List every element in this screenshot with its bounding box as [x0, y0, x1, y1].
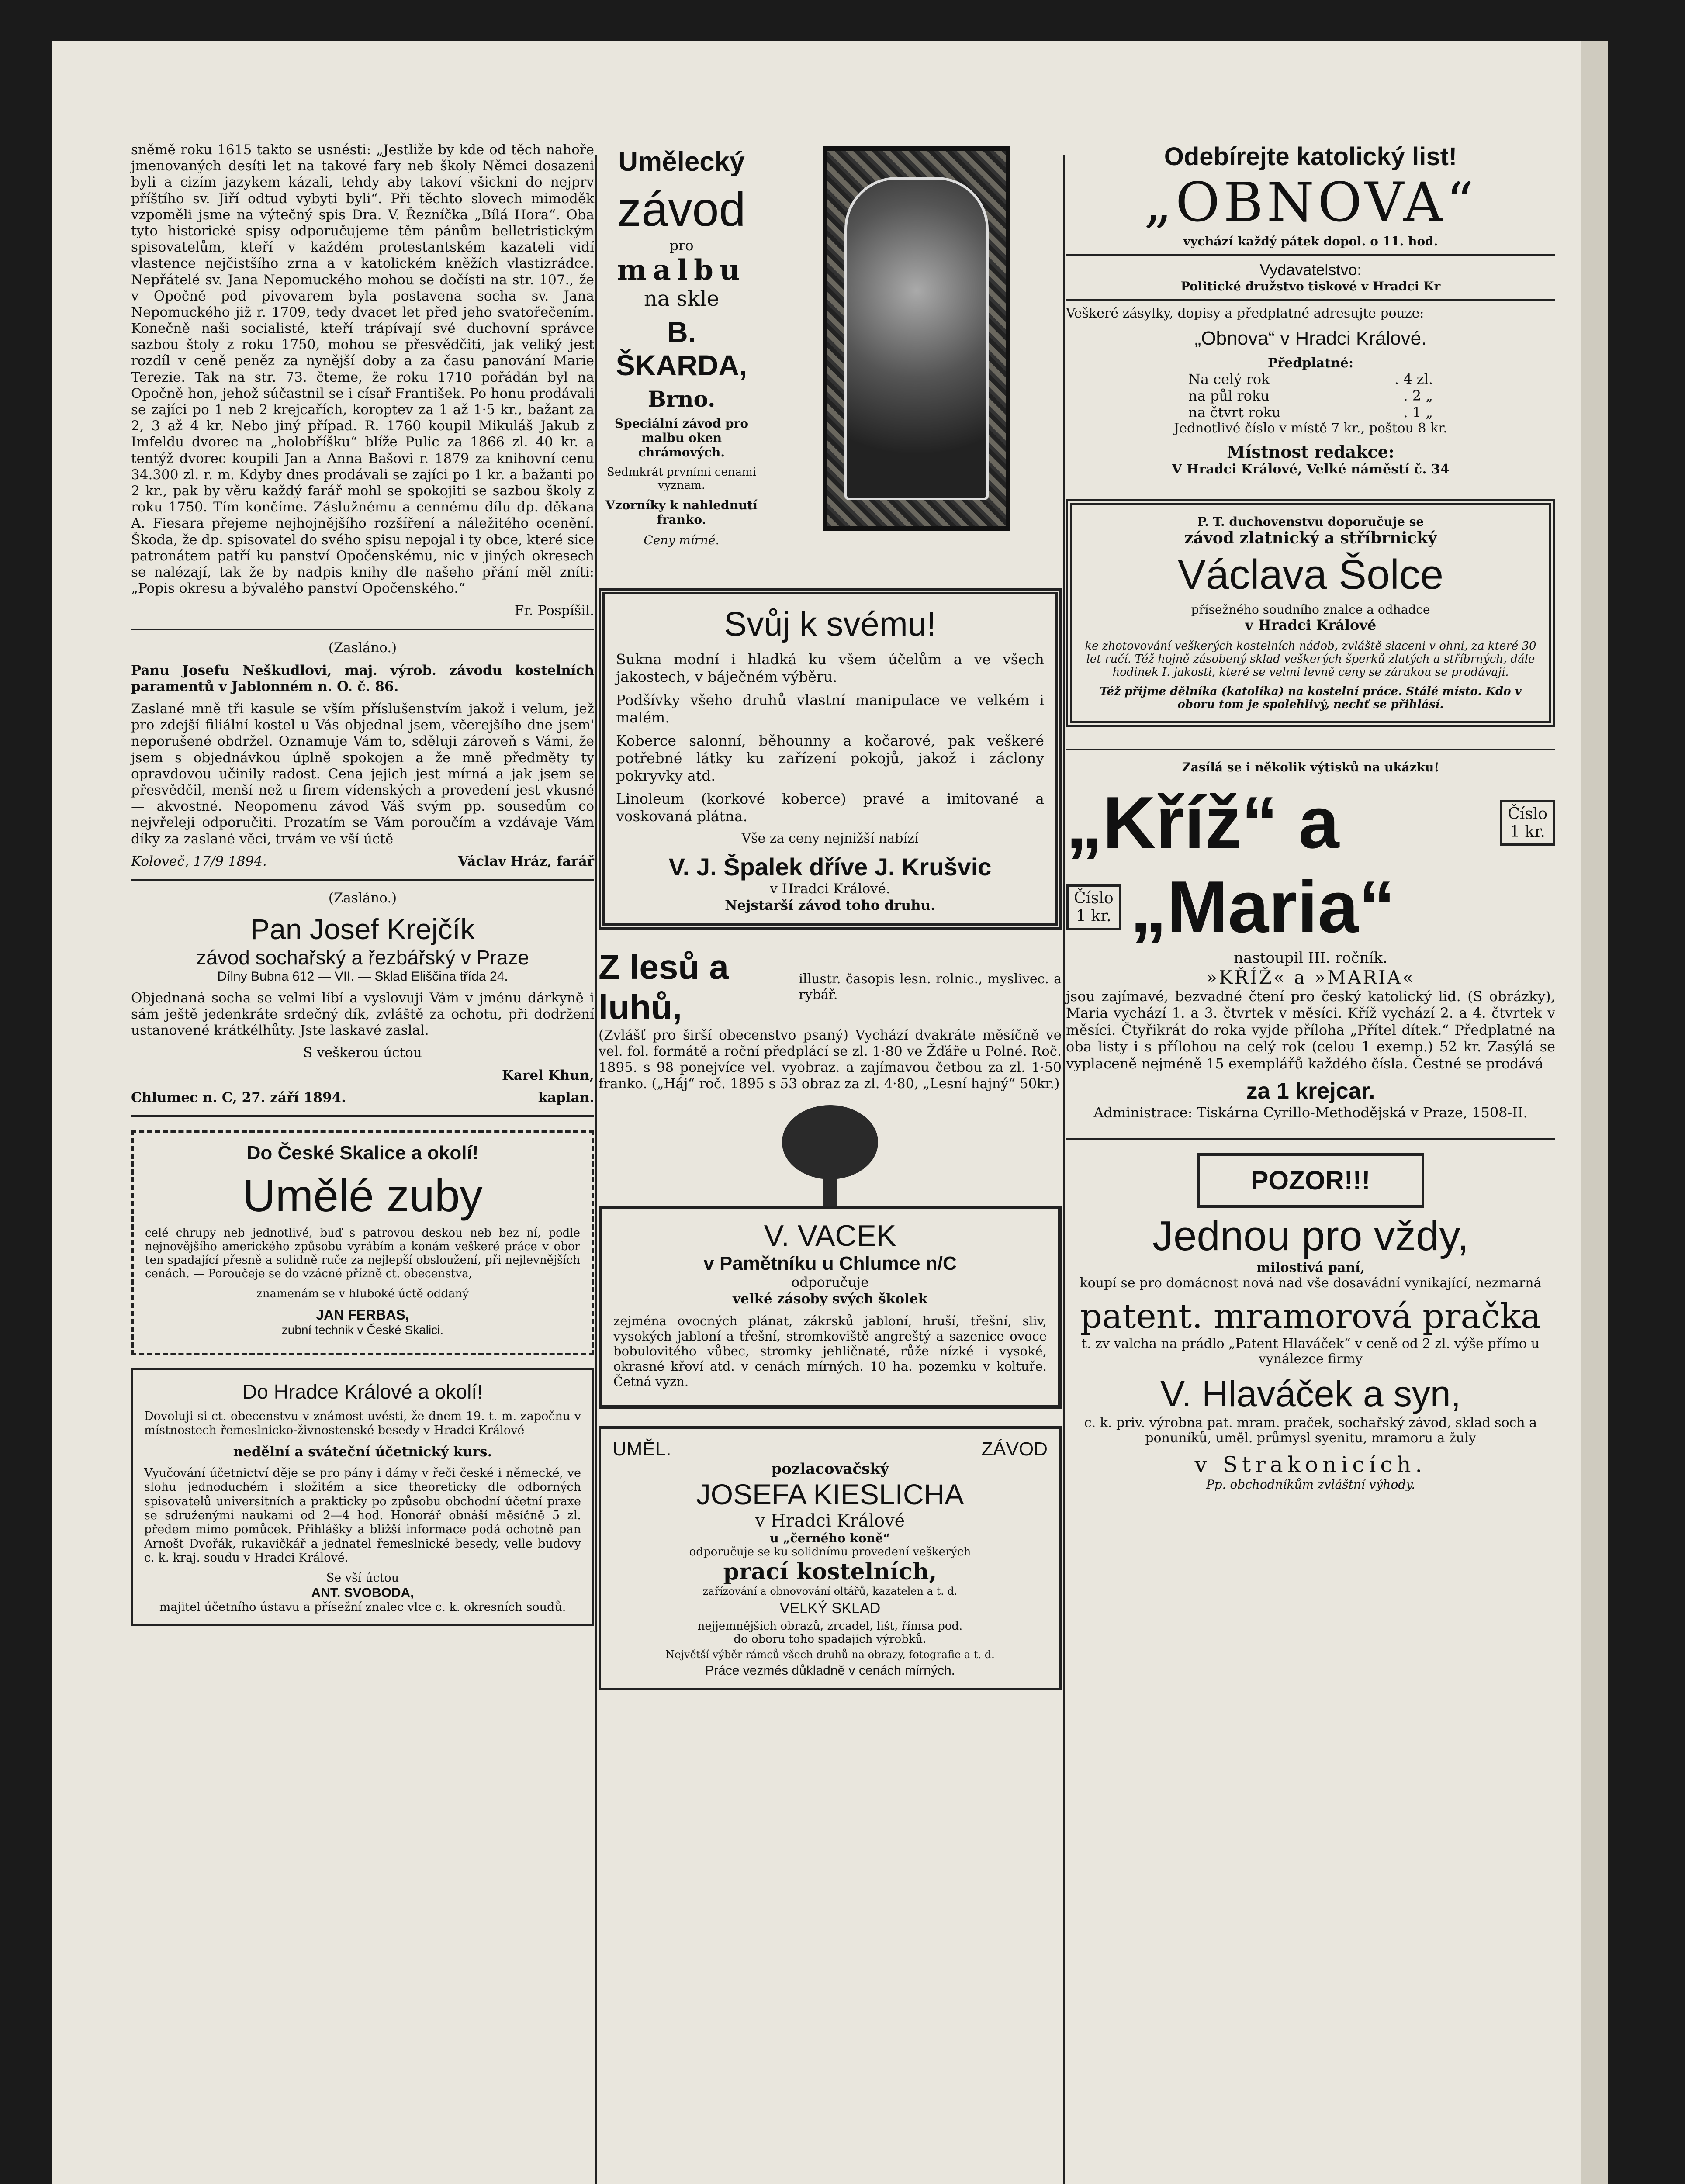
obnova-note: Veškeré zásylky, dopisy a předplatné adresujte pouze:: [1066, 306, 1424, 321]
skarda-line-4: malbu: [617, 254, 746, 287]
maria-price-value: 1 kr.: [1076, 907, 1111, 925]
skarda-ad: [599, 142, 1062, 553]
krejcik-trade: závod sochařský a řezbářský v Praze: [196, 946, 529, 969]
divider: [1066, 1138, 1555, 1140]
column-2: [599, 142, 1062, 1690]
lesu-body: (Zvlášť pro širší obecenstvo psaný) Vychází dvakráte měsíčně ve vel. fol. formátě a roční předplácí se zl. 1·80 ve Žďáře u Polné. Roč. 1895. s 98 ponejvíce vel. vyobraz. a zajímavou četbou za zl. 1·50 franko. („Háj“ roč. 1895 s 53 obraz za zl. 4·80, „Lesní hajný“ 50kr.): [599, 1027, 1062, 1092]
hradec-ad: [131, 1368, 594, 1626]
lesu-title: Z lesů a luhů,: [599, 947, 729, 1026]
kieslich-ad: [599, 1426, 1062, 1690]
skalice-name: JAN FERBAS,: [316, 1306, 409, 1323]
skarda-line-9: Sedmkrát prvními cenami vyznam.: [606, 466, 757, 492]
skarda-line-8: Speciální závod pro malbu oken chrámových.: [614, 416, 749, 460]
hlavacek-body-2: t. zv valcha na prádlo „Patent Hlaváček“ v ceně od 2 zl. výše přímo u vynálezce firmy: [1082, 1336, 1540, 1367]
solc-subtitle: přísežného soudního znalce a odhadce: [1191, 602, 1430, 617]
lesu-ad: [599, 947, 1062, 1092]
solc-ad: [1066, 499, 1555, 727]
divider: [1066, 254, 1555, 256]
krejcik-greeting: S veškerou úctou: [303, 1045, 422, 1061]
krejcik-role: kaplan.: [538, 1089, 594, 1106]
kriz-title-2: „Maria“: [1130, 866, 1395, 948]
svuj-ad: [599, 588, 1062, 930]
skarda-line-10: Vzorníky k nahlednutí franko.: [605, 498, 758, 527]
krejcik-address: Dílny Bubna 612 — VII. — Sklad Eliščina třída 24.: [217, 969, 508, 984]
stained-glass-illustration: [823, 146, 1010, 531]
lesu-subtitle: illustr. časopis lesn. rolnic., myslivec. a rybář.: [799, 971, 1062, 1002]
svuj-body-4: Linoleum (korkové koberce) pravé a imitované a voskovaná plátna.: [616, 790, 1044, 825]
obnova-address: „Obnova“ v Hradci Králové.: [1194, 328, 1427, 349]
obnova-publisher: Politické družstvo tiskové v Hradci Kr: [1180, 279, 1441, 294]
kriz-body: jsou zajímavé, bezvadné čtení pro český katolický lid. (S obrázky), Maria vychází 1. a 3. čtvrtek v měsíci. Kříž vychází 2. a 4. čtvrtek v měsíci. Čtyřikrát do roka vyjde příloha „Přítel dítek.“ Předplatné na oba listy i s přílohou na celý rok (celou 1 exemp.) 52 kr. Zasýlá se vyplaceně nejméně 15 exemplářů každého čísla. Čestné se prodává: [1066, 988, 1555, 1072]
skalice-headline: Umělé zuby: [242, 1170, 483, 1221]
kieslich-line-7: odporučuje se ku solidnímu provedení veškerých: [689, 1545, 971, 1559]
newspaper-page: [52, 41, 1608, 2184]
hradec-name: ANT. SVOBODA,: [311, 1585, 414, 1600]
kriz-year: nastoupil III. ročník.: [1234, 949, 1387, 967]
skarda-line-7: Brno.: [647, 386, 716, 412]
krejcik-body: Objednaná socha se velmi líbí a vyslovuji Vám v jménu dárkyně i sám ještě jedenkráte srdečný dík, zvláště za ochotu, při dodržení ustanovené krátkélhůty. Jste laskavé zaslal.: [131, 990, 594, 1039]
kieslich-line-14: Práce vezmés důkladně v cenách mírných.: [705, 1663, 955, 1678]
solc-city: v Hradci Králové: [1245, 617, 1377, 633]
hlavacek-firm: V. Hlaváček a syn,: [1160, 1373, 1461, 1414]
kieslich-line-10: VELKÝ SKLAD: [779, 1600, 881, 1617]
price-row: [1188, 387, 1433, 404]
svuj-title: Svůj k svému!: [724, 605, 936, 643]
kieslich-line-8: prací kostelních,: [723, 1558, 937, 1585]
hradec-body: Vyučování účetnictví děje se pro pány i dámy v řeči české i německé, ve slohu jednoduchém i složitém a sice theoreticky dle odborných spisovatelů universitních a prakticky po způsobu obchodní účetní praxe se sdruženými naukami od 2—4 hod. Honorář obnáší měsíčně 5 zl. předem mimo pomůcek. Přihlášky a bližší informace podá ochotně pan Arnošt Dvořák, rukavičkář a jednatel řemeslnické besedy, velle budovy c. k. kraj. soudu v Hradci Králové.: [144, 1466, 581, 1565]
pozor-label: POZOR!!!: [1251, 1165, 1370, 1195]
article-author: Fr. Pospíšil.: [514, 603, 594, 619]
skalice-role: zubní technik v České Skalici.: [281, 1323, 444, 1337]
krejcik-signature: Karel Khun,: [502, 1067, 594, 1083]
price-row: [1188, 404, 1433, 421]
vacek-ad: [599, 1206, 1062, 1408]
column-3: [1066, 142, 1555, 1498]
hradec-course: nedělní a sváteční účetnický kurs.: [233, 1444, 492, 1460]
lesu-heading-row: [599, 947, 1062, 1027]
solc-note: Též přijme dělníka (katolíka) na kostelní práce. Stálé místo. Kdo v oboru tom je spolehlivý, nechť se přihlásí.: [1100, 685, 1522, 711]
obnova-title: „OBNOVA“: [1144, 171, 1477, 234]
svuj-city: v Hradci Králové.: [770, 881, 890, 897]
svuj-body-1: Sukna modní i hladká ku všem účelům a ve všech jakostech, v báječném výběru.: [616, 651, 1044, 685]
letter-place: Koloveč, 17/9 1894.: [131, 853, 267, 869]
skalice-greeting: znamenám se v hluboké úctě oddaný: [256, 1287, 469, 1300]
skarda-line-1: Umělecký: [618, 147, 745, 177]
svuj-firm: V. J. Špalek dříve J. Krušvic: [668, 853, 992, 881]
hradec-greeting: Se vší úctou: [326, 1571, 399, 1585]
vacek-recommends: odporučuje: [791, 1275, 869, 1291]
article-text: sněmě roku 1615 takto se usnésti: „Jestliže by kde od těch nahoře jmenovaných desíti let na takové fary neb školy Němci dosazeni byli a cizím jazykem kázali, tehdy aby takoví všickni do nejprv příštího sv. Jiří odtud vybyti byli“. Při těchto slovech mimoděk vzpoměli jsme na výtečný spis Dra. V. Řezníčka „Bílá Hora“. Oba tyto historické spisy odporučujeme těm pánům belletristickým spisovatelům, kteří v každém protestantském kazateli vidí vlastence nejčistšího zrna a v katolickém kněžích vlastizrádce. Nepřátelé sv. Jana Nepomuckého mohou se dočísti na str. 107., že v Opočně pod pivovarem byla postavena socha sv. Jana Nepomuckého již r. 1709, tedy dvacet let před jeho svatořečením. Konečně naši socialisté, kteří trápívají své duchovní správce sazbou štoly z roku 1750, mohou se přesvědčiti, jak veliký jest rozdíl v ceně peněz za nynější doby a za času panování Marie Terezie. Tak na str. 73. čteme, že roku 1710 pořádán byl na Opočně hon, jehož súčastnil se i císař František. Po honu prodávali se zajíci po 1 neb 2 krejcařích, koroptev za 1 až 1·5 kr., bažant za 2, 3 až 4 kr. Nebo jiný případ. R. 1760 koupil Mikuláš Jakub z Imfeldu dvorec na „holobříšku“ blíže Pulic za 1866 zl. 40 kr. a tentýž dvorec koupili Jan a Anna Bašovi r. 1879 za knihovní cenu 34.300 zl. r. m. Kdyby dnes prodávali se zajíci po 1 kr. a bažanti po 2 kr., pak by věru každý farář mohl se spokojiti se sazbou školy z roku 1750. Tím končíme. Záslužnému a cennému dílu dp. děkana A. Fiesara přejeme nejhojnějšího rozšíření a náležitého ocenění. Škoda, že dp. spisovatel do svého spisu nepojal i ty obce, které sice patronátem patří ku panství Opočenskému, nic v jiných okresech se nalézají, tak že by nadpis knihy dle našeho přání měl zníti: „Popis okresu a bývalého panství Opočenského.“: [131, 142, 594, 597]
vacek-name: V. VACEK: [764, 1219, 896, 1253]
obnova-call: Odebírejte katolický list!: [1164, 142, 1457, 171]
letter-signature: Václav Hráz, farář: [458, 853, 594, 869]
solc-name: Václava Šolce: [1177, 551, 1444, 598]
hlavacek-title: Jednou pro vždy,: [1152, 1212, 1469, 1259]
krejcik-place-row: [131, 1090, 594, 1106]
divider: [131, 629, 594, 630]
kieslich-line-13: Největší výběr rámců všech druhů na obrazy, fotografie a t. d.: [665, 1648, 995, 1661]
divider: [1066, 749, 1555, 750]
krejcik-name: Pan Josef Krejčík: [250, 912, 475, 945]
column-rule-2: [1063, 155, 1065, 2184]
kieslich-line-2: ZÁVOD: [981, 1438, 1048, 1460]
svuj-body-5: Vše za ceny nejnižší nabízí: [741, 831, 919, 847]
price-value: . 1 „: [1403, 404, 1433, 421]
price-value: . 2 „: [1403, 387, 1433, 404]
hlavacek-city: v Strakonicích.: [1194, 1451, 1427, 1477]
hlavacek-headline: patent. mramorová pračka: [1080, 1296, 1541, 1336]
hlavacek-footer: Pp. obchodníkům zvláštní výhody.: [1206, 1477, 1415, 1492]
kriz-names: »KŘÍŽ« a »MARIA«: [1206, 967, 1415, 988]
obnova-single-price: Jednotlivé číslo v místě 7 kr., poštou 8 kr.: [1174, 421, 1447, 436]
solc-headline: závod zlatnický a stříbrnický: [1184, 529, 1437, 547]
letter-heading: Panu Josefu Neškudlovi, maj. výrob. závodu kostelních paramentů v Jablonném n. O. č. 86.: [131, 662, 594, 695]
kriz-note: Zasílá se i několik výtisků na ukázku!: [1182, 760, 1439, 774]
solc-recommend: P. T. duchovenstvu doporučuje se: [1197, 515, 1424, 529]
obnova-editorial-address: V Hradci Králové, Velké náměstí č. 34: [1172, 462, 1450, 477]
kriz-price-value: 1 kr.: [1510, 822, 1546, 841]
obnova-price-table: [1188, 371, 1433, 421]
skalice-title: Do České Skalice a okolí!: [246, 1142, 479, 1164]
vacek-body: zejména ovocných plánat, zákrsků jabloní, hruší, třešní, sliv, vysokých jabloní a třešní, stromkoviště angreštý a sazenice ovoce bobulovitého vůbec, stromky jehličnaté, růže nízké i vysoké, okrasné křoví atd. v cenách mírných. 10 ha. pozemku v koltuře. Četná vyzn.: [613, 1313, 1047, 1389]
column-1: [131, 142, 594, 1626]
skarda-text: [599, 142, 765, 553]
scan-edge-shadow: [1581, 41, 1608, 2184]
kriz-title-1: „Kříž“ a: [1066, 781, 1339, 864]
price-period: Na celý rok: [1188, 371, 1270, 387]
kriz-title-row: [1066, 781, 1555, 865]
zaslano-label: (Zasláno.): [328, 890, 397, 906]
kieslich-line-9: zařízování a obnovování oltářů, kazatelen a t. d.: [702, 1585, 958, 1597]
hradec-role: majitel účetního ústavu a přísežní znalec vlce c. k. okresních soudů.: [159, 1600, 566, 1614]
skarda-line-5: na skle: [644, 287, 720, 311]
price-period: na půl roku: [1188, 387, 1270, 404]
vacek-tree-icon: [765, 1105, 896, 1206]
hlavacek-ladies: milostivá paní,: [1256, 1260, 1365, 1275]
vacek-place: v Pamětníku u Chlumce n/C: [703, 1253, 957, 1275]
column-rule-1: [595, 155, 597, 2184]
letter-body: Zaslané mně tři kasule se vším příslušenstvím jakož i velum, jež pro zdejší filiální kostel u Vás objednal jsem, včerejšího dne jsem' neporušené obdržel. Oznamuje Vám to, sděluji zároveň s Vámi, že jsem s objednávkou úplně spokojen a že mně předměty ty opravdovou učinily radost. Cena jejich jest mírná a jak jsem se přesvědčil, menší než u firem vídenských a provedení jest vkusné — akvostné. Neopomenu závod Váš svým pp. sousedům co nejvřeleji odporučiti. Prozatím se Vám poroučím a vzdávaje Vám díky za zaslané věci, trvám ve vší úctě: [131, 701, 594, 847]
kriz-krejcar: za 1 krejcar.: [1246, 1078, 1375, 1104]
kieslich-line-11: nejjemnějších obrazů, zrcadel, lišt, římsa pod.: [697, 1619, 963, 1633]
vacek-headline: velké zásoby svých školek: [732, 1291, 928, 1307]
hradec-intro: Dovoluji si ct. obecenstvu v známost uvésti, že dnem 19. t. m. započnu v místnostech řemeslnicko-živnostenské besedy v Hradci Králové: [144, 1409, 581, 1438]
maria-price-box: [1066, 884, 1121, 930]
kieslich-line-6: u „černého koně“: [770, 1531, 890, 1545]
kieslich-line-3: pozlacovačský: [771, 1460, 889, 1478]
obnova-publisher-label: Vydavatelstvo:: [1259, 261, 1362, 279]
price-period: na čtvrt roku: [1188, 404, 1281, 421]
obnova-editorial-label: Místnost redakce:: [1227, 442, 1394, 462]
hlavacek-body-1: koupí se pro domácnost nová nad vše dosavádní vynikající, nezmarná: [1080, 1275, 1542, 1291]
kieslich-line-1: UMĚL.: [612, 1438, 671, 1460]
kieslich-line-12: do oboru toho spadajích výrobků.: [734, 1632, 927, 1646]
kieslich-line-4: JOSEFA KIESLICHA: [696, 1478, 964, 1510]
skarda-line-11: Ceny mírné.: [644, 533, 720, 547]
kieslich-line-5: v Hradci Králové: [755, 1510, 905, 1531]
skarda-line-3: pro: [669, 237, 694, 254]
obnova-subscription-label: Předplatné:: [1267, 356, 1354, 371]
svuj-tagline: Nejstarší závod toho druhu.: [725, 897, 935, 913]
skarda-line-6: B. ŠKARDA,: [616, 316, 747, 381]
maria-title-row: [1066, 865, 1555, 949]
hradec-title: Do Hradce Králové a okolí!: [242, 1380, 483, 1403]
krejcik-place: Chlumec n. C, 27. září 1894.: [131, 1089, 346, 1106]
kriz-administration: Administrace: Tiskárna Cyrillo-Methodějská v Praze, 1508-II.: [1093, 1104, 1528, 1121]
kriz-price-box: [1500, 800, 1555, 846]
zaslano-label: (Zasláno.): [328, 640, 397, 656]
hlavacek-body-3: c. k. priv. výrobna pat. mram. praček, sochařský závod, sklad soch a ponuníků, uměl. průmysl syenitu, mramoru a žuly: [1084, 1415, 1537, 1446]
kriz-price-label: Číslo: [1508, 805, 1547, 823]
svuj-body-2: Podšívky všeho druhů vlastní manipulace ve velkém i malém.: [616, 691, 1044, 726]
skarda-line-2: závod: [617, 183, 746, 236]
skalice-ad: [131, 1130, 594, 1355]
maria-price-label: Číslo: [1074, 889, 1114, 907]
divider: [1066, 299, 1555, 301]
price-row: [1188, 371, 1433, 387]
letter-signature-row: [131, 854, 594, 869]
kieslich-header-row: [612, 1438, 1048, 1460]
svuj-body-3: Koberce salonní, běhounny a kočarové, pak veškeré potřebné látky ku zařízení pokojů, jakož i záclony pokryvky atd.: [616, 732, 1044, 784]
skalice-body: celé chrupy neb jednotlivé, buď s patrovou deskou neb bez ní, podle nejnovějšího amerického způsobu vyrábím a konám veškeré práce v obor ten spadající přesně a solidně ruče za nejlepší obsloužení, při nejlevnějších cenách. — Poroučeje se do vzácné přízně ct. obecenstva,: [145, 1226, 580, 1281]
solc-body: ke zhotovování veškerých kostelních nádob, zvláště slaceni v ohni, za které 30 let ručí. Též hojně zásobený sklad veškerých šperků zlatých a stříbrných, dále hodinek I. jakosti, které se velmi levně ceny se zárukou se prodávají.: [1085, 639, 1536, 679]
obnova-subtitle: vychází každý pátek dopol. o 11. hod.: [1183, 234, 1438, 249]
price-value: . 4 zl.: [1394, 371, 1433, 387]
divider: [131, 879, 594, 881]
divider: [131, 1115, 594, 1117]
pozor-box: [1197, 1153, 1424, 1208]
